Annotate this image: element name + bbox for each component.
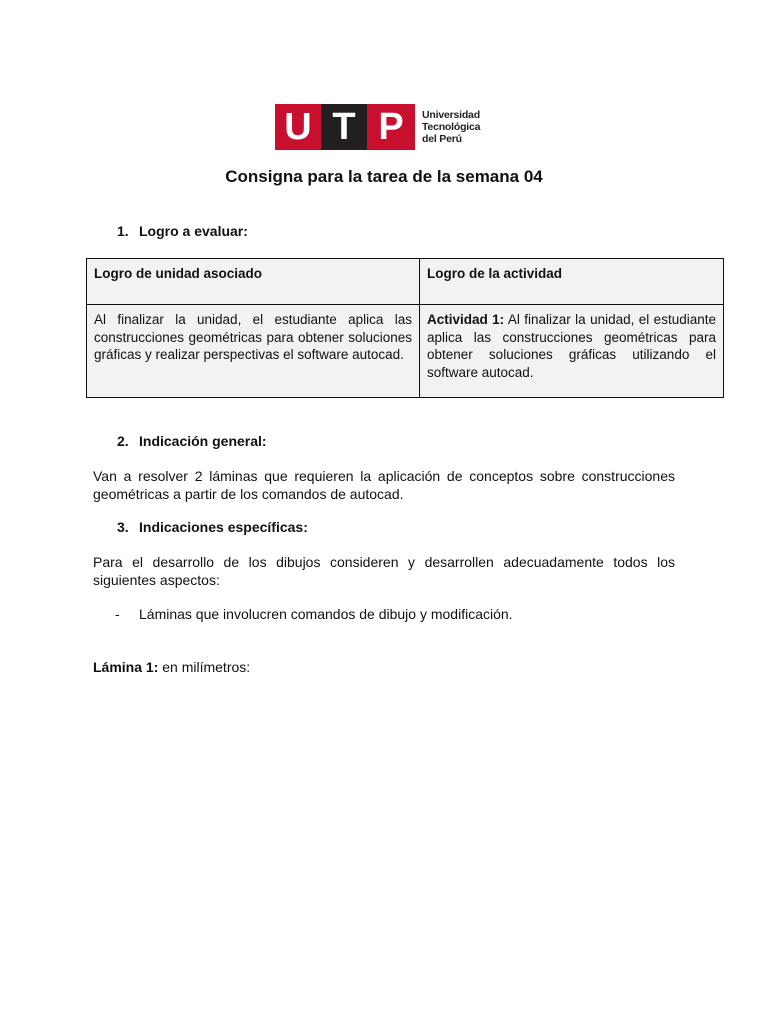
actividad-label: Actividad 1: xyxy=(427,312,505,327)
section-2-title: Indicación general: xyxy=(139,433,267,449)
table-header-row xyxy=(87,259,724,305)
bullet-text: Láminas que involucren comandos de dibujo y modificación. xyxy=(139,606,513,622)
table-header-actividad: Logro de la actividad xyxy=(420,259,724,305)
table-cell-actividad xyxy=(420,305,724,398)
lamina-heading xyxy=(93,658,250,676)
section-3-title: Indicaciones específicas: xyxy=(139,519,308,535)
section-2-heading xyxy=(117,433,267,449)
section-1-number: 1. xyxy=(117,223,129,239)
section-2-number: 2. xyxy=(117,433,129,449)
utp-logo xyxy=(275,104,480,150)
section-1-heading xyxy=(117,223,248,239)
logo-wordmark xyxy=(422,104,480,150)
table-header-unidad: Logro de unidad asociado xyxy=(87,259,420,305)
lamina-label: Lámina 1: xyxy=(93,659,159,675)
actividad-text: Al finalizar la unidad, el estudiante aplica las construcciones geométricas para obtener soluciones gráficas utilizando el software autocad. xyxy=(427,312,716,380)
bullet-marker: - xyxy=(115,606,120,622)
section-3-text: Para el desarrollo de los dibujos consideren y desarrollen adecuadamente todos los siguientes aspectos: xyxy=(93,554,675,588)
logo-line-2: Tecnológica xyxy=(422,121,481,133)
logo-letter-u: U xyxy=(275,104,321,150)
page-title: Consigna para la tarea de la semana 04 xyxy=(225,167,543,186)
logo-line-3: del Perú xyxy=(422,133,462,145)
table-cell-unidad: Al finalizar la unidad, el estudiante aplica las construcciones geométricas para obtener soluciones gráficas y realizar perspectivas el software autocad. xyxy=(87,305,420,398)
logro-table xyxy=(86,258,724,398)
logo-letter-t: T xyxy=(321,104,367,150)
section-1-title: Logro a evaluar: xyxy=(139,223,248,239)
table-row xyxy=(87,305,724,398)
logo-line-1: Universidad xyxy=(422,109,480,121)
list-item xyxy=(115,605,513,623)
logo-letter-p: P xyxy=(367,104,415,150)
section-2-text: Van a resolver 2 láminas que requieren la aplicación de conceptos sobre construcciones geométricas a partir de los comandos de autocad. xyxy=(93,468,675,502)
section-3-number: 3. xyxy=(117,519,129,535)
section-3-heading xyxy=(117,519,308,535)
lamina-text: en milímetros: xyxy=(158,659,251,675)
